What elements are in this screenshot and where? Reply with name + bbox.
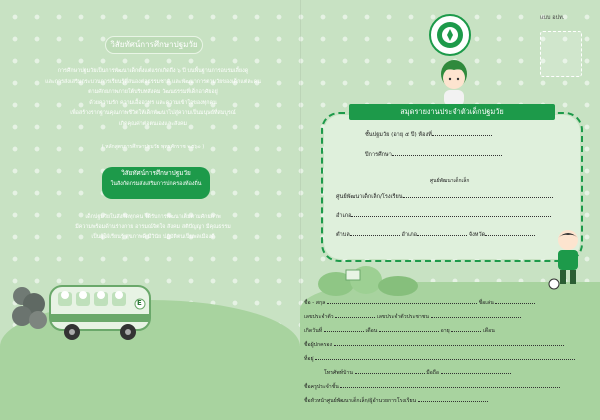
birth-month-label: เดือน	[365, 328, 378, 334]
school-field	[336, 193, 553, 201]
district-label: อำเภอ	[336, 213, 352, 219]
amphoe-input[interactable]	[417, 235, 467, 236]
mission-line: เป็นผู้ใฝ่เรียนรู้ สุขภาพดี มีวินัย ปฏิบัติตนเป็นพลเมืองดี	[91, 234, 215, 241]
director-input[interactable]	[418, 396, 488, 402]
mission-text	[38, 212, 268, 243]
citizen-id-label: เลขประจำตัวประชาชน	[376, 314, 429, 320]
school-label: ศูนย์พัฒนาเด็กเล็ก/โรงเรียน	[336, 194, 403, 200]
address-input[interactable]	[315, 354, 575, 360]
vision-line: การศึกษาปฐมวัยเป็นการพัฒนาเด็กตั้งแต่แรกเกิดถึง ๖ ปี บนพื้นฐานการอบรมเลี้ยงดู	[57, 68, 249, 74]
fullname-input[interactable]	[327, 298, 477, 304]
birthdate-field	[304, 326, 594, 335]
center-heading: ศูนย์พัฒนาเด็กเล็ก	[430, 178, 470, 184]
address-field	[304, 354, 594, 363]
year-label: ปีการศึกษา	[365, 152, 392, 158]
girl-illustration	[432, 58, 476, 108]
nickname-label: ชื่อเล่น	[478, 300, 494, 306]
district-input[interactable]	[351, 216, 551, 217]
fullname-field	[304, 298, 594, 307]
vision-line: เพื่อสร้างรากฐานคุณภาพชีวิตให้เด็กพัฒนาไปสู่ความเป็นมนุษย์ที่สมบูรณ์	[70, 110, 236, 117]
teacher-label: ชื่อครูประจำชั้น	[304, 384, 339, 390]
mission-heading-line: วิสัยทัศน์การศึกษาปฐมวัย	[121, 169, 191, 177]
teacher-input[interactable]	[340, 382, 560, 388]
class-label: ชั้นปฐมวัย (อายุ ๕ ปี) ห้องที่	[365, 132, 432, 138]
age-input[interactable]	[451, 326, 481, 332]
fullname-label: ชื่อ - สกุล	[304, 300, 326, 306]
guardian-input[interactable]	[334, 340, 564, 346]
vision-line: เกิดคุณค่าต่อตนเองและสังคม	[118, 120, 188, 127]
director-label: ชื่อหัวหน้าศูนย์พัฒนาเด็กเล็ก/ผู้อำนวยการโรงเรียน	[304, 398, 417, 404]
province-input[interactable]	[485, 235, 535, 236]
birthdate-label: เกิดวันที่	[304, 328, 323, 334]
birth-month-input[interactable]	[379, 326, 439, 332]
vision-source: ( หลักสูตรการศึกษาปฐมวัย พุทธศักราช ๒๕๖๐ )	[101, 144, 205, 150]
photo-placeholder	[540, 31, 582, 77]
vision-line: ด้วยความรัก ความเอื้ออาทร และความเข้าใจของทุกคน	[89, 99, 217, 106]
citizen-id-input[interactable]	[431, 312, 521, 318]
subdistrict-input[interactable]	[350, 235, 400, 236]
booklet-title: สมุดรายงานประจำตัวเด็กปฐมวัย	[349, 104, 555, 120]
student-info-form	[304, 298, 598, 420]
department-seal-logo	[429, 14, 471, 56]
vision-text	[38, 66, 268, 130]
mission-line: เด็กปฐมวัยในสังกัดทุกคน ได้รับการพัฒนาเต็มตามศักยภาพ	[85, 214, 221, 220]
vision-line: ตามศักยภาพภายใต้บริบทสังคม วัฒนธรรมที่เด็กอาศัยอยู่	[88, 89, 218, 96]
guardian-label: ชื่อผู้ปกครอง	[304, 342, 333, 348]
class-field	[365, 131, 492, 139]
age-label: อายุ	[440, 328, 450, 334]
student-id-input[interactable]	[335, 312, 375, 318]
vision-line: และการส่งเสริมกระบวนการเรียนรู้ที่สนองต่อธรรมชาติ และพัฒนาการตามวัยของเด็กแต่ละคน	[45, 78, 261, 85]
vision-heading: วิสัยทัศน์การศึกษาปฐมวัย	[105, 36, 203, 54]
subdistrict-label: ตำบล	[336, 232, 350, 238]
nickname-input[interactable]	[495, 298, 535, 304]
class-input[interactable]	[432, 135, 492, 136]
address-label: ที่อยู่	[304, 356, 314, 362]
location-field	[336, 231, 535, 239]
director-field	[304, 396, 594, 405]
teacher-field	[304, 382, 594, 391]
phone-field	[304, 368, 600, 377]
id-field	[304, 312, 594, 321]
form-number: แบบ อปท.	[540, 15, 565, 21]
amphoe-label: อำเภอ	[401, 232, 418, 238]
home-phone-input[interactable]	[355, 368, 425, 374]
guardian-field	[304, 340, 594, 349]
school-input[interactable]	[403, 197, 553, 198]
mobile-input[interactable]	[441, 368, 511, 374]
birthdate-day-input[interactable]	[324, 326, 364, 332]
district-field	[336, 212, 551, 220]
mobile-label: มือถือ	[426, 370, 439, 376]
school-bus-illustration	[44, 280, 156, 342]
province-label: จังหวัด	[468, 232, 486, 238]
home-phone-label: โทรศัพท์บ้าน	[324, 370, 353, 376]
year-field	[365, 151, 502, 159]
mission-heading-line: ในสังกัดกรมส่งเสริมการปกครองท้องถิ่น	[110, 181, 202, 187]
boy-illustration	[548, 228, 588, 290]
student-id-label: เลขประจำตัว	[304, 314, 334, 320]
bushes-illustration	[316, 260, 426, 296]
mission-heading	[102, 167, 210, 199]
mission-line: มีความพร้อมด้านร่างกาย อารมณ์จิตใจ สังคม สติปัญญา มีคุณธรรม	[75, 224, 231, 231]
year-input[interactable]	[392, 155, 502, 156]
age-month-label: เดือน	[483, 328, 495, 334]
bus-letter: E	[137, 299, 142, 307]
